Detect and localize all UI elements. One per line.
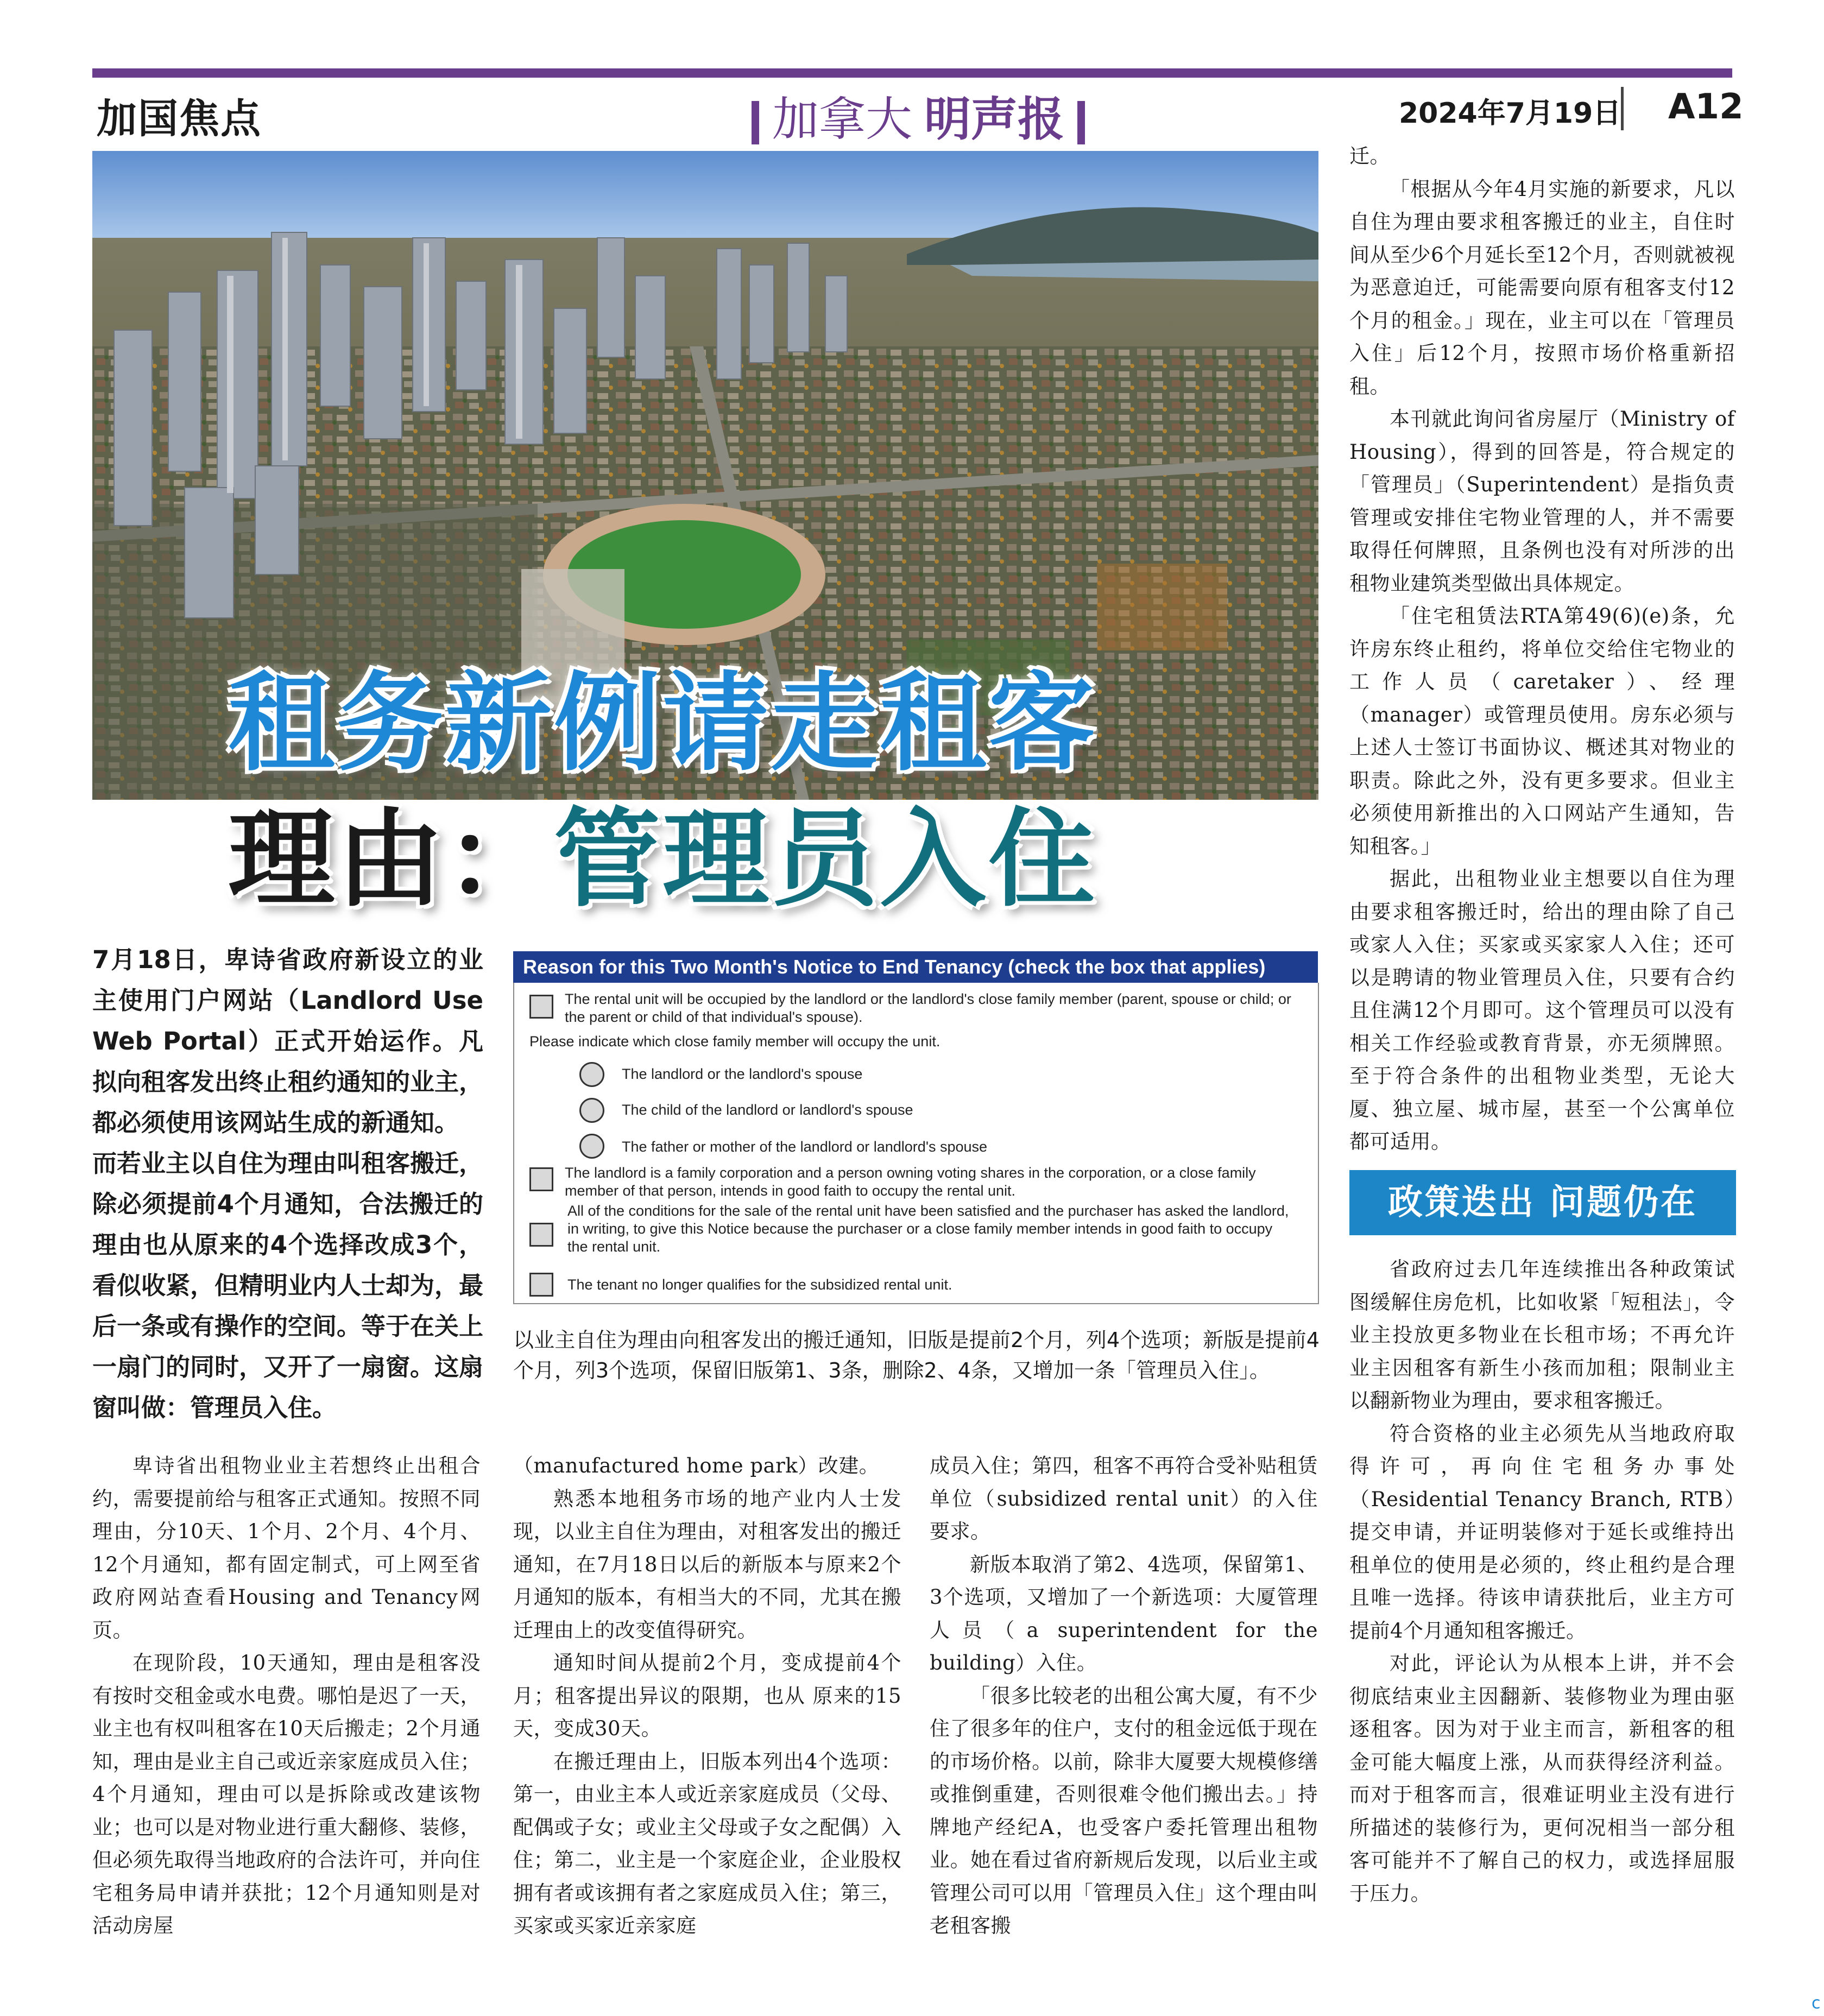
- subheading: 政策迭出 问题仍在: [1349, 1170, 1736, 1235]
- checkbox-subsidized-unit: [529, 1273, 553, 1297]
- masthead-bar-right: [1077, 101, 1085, 144]
- paragraph: 成员入住；第四，租客不再符合受补贴租赁单位（subsidized rental unit）的入住要求。: [930, 1454, 1318, 1543]
- paragraph: 「很多比较老的出租公寓大厦，有不少住了很多年的住户，支付的租金远低于现在的市场价格。以前，除非大厦要大规模修缮或推倒重建，否则很难令他们搬出去。」持牌地产经纪A，也受客户委托管理出租物业。她在看过省府新规后发现，以后业主或管理公司可以用「管理员入住」这个理由叫老租客搬: [930, 1684, 1318, 1937]
- page-number: A12: [1668, 87, 1744, 127]
- paragraph: 「住宅租赁法RTA第49(6)(e)条，允许房东终止租约，将单位交给住宅物业的工作人员（caretaker）、经理（manager）或管理员使用。房东必须与上述人士签订书面协议、概述其对物业的职责。除此之外，没有更多要求。但业主必须使用新推出的入口网站产生通知，告知租客。」: [1349, 604, 1735, 858]
- paragraph: 省政府过去几年连续推出各种政策试图缓解住房危机，比如收紧「短租法」，令业主投放更多物业在长租市场；不再允许业主因租客有新生小孩而加租；限制业主以翻新物业为理由，要求租客搬迁。: [1349, 1257, 1735, 1412]
- radio-child: [579, 1098, 604, 1123]
- headline-line-2-part-1: 理由：: [228, 798, 554, 921]
- paragraph: 据此，出租物业业主想要以自住为理由要求租客搬迁时，给出的理由除了自己或家人入住；买家或买家家人入住；还可以是聘请的物业管理员入住，只要有合约且住满12个月即可。这个管理员可以没有相关工作经验或教育背景，亦无须牌照。至于符合条件的出租物业类型，无论大厦、独立屋、城市屋，甚至一个公寓单位都可适用。: [1349, 867, 1735, 1153]
- headline-line-2: [228, 774, 1097, 927]
- article-column-5: [1349, 1253, 1735, 1910]
- section-title: 加国焦点: [97, 96, 262, 142]
- form-prompt: Please indicate which close family member will occupy the unit.: [529, 1033, 941, 1050]
- radio-label-3: The father or mother of the landlord or landlord's spouse: [622, 1139, 988, 1155]
- form-option-4: The tenant no longer qualifies for the subsidized rental unit.: [567, 1276, 952, 1293]
- checkbox-occupied-by-landlord: [529, 995, 553, 1019]
- checkbox-family-corporation: [529, 1167, 553, 1191]
- article-column-3: [930, 1450, 1318, 1943]
- masthead: [739, 81, 1098, 149]
- notice-form-image: [513, 951, 1318, 1304]
- lede: [92, 939, 483, 1428]
- article-column-1: [92, 1450, 481, 1943]
- paragraph: 「根据从今年4月实施的新要求，凡以自住为理由要求租客搬迁的业主，自住时间从至少6个月延长至12个月，否则就被视为恶意迫迁，可能需要向原有租客支付12个月的租金。」现在，业主可以在「管理员入住」后12个月，按照市场价格重新招租。: [1349, 177, 1735, 398]
- radio-parent: [579, 1134, 604, 1159]
- paragraph: 本刊就此询问省房屋厅（Ministry of Housing），得到的回答是，符合规定的「管理员」（Superintendent）是指负责管理或安排住宅物业管理的人，并不需要取得任何牌照，且条例也没有对所涉的出租物业建筑类型做出具体规定。: [1349, 407, 1735, 595]
- paragraph: 符合资格的业主必须先从当地政府取得许可，再向住宅租务办事处（Residential Tenancy Branch, RTB）提交申请，并证明装修对于延长或维持出租单位的使用是必须的，终止租约是合理且唯一选择。待该申请获批后，业主方可提前4个月通知租客搬迁。: [1349, 1421, 1735, 1642]
- radio-landlord-or-spouse: [579, 1062, 604, 1087]
- lede-paragraph: 7月18日，卑诗省政府新设立的业主使用门户网站（Landlord Use Web Portal）正式开始运作。凡拟向租客发出终止租约通知的业主，都必须使用该网站生成的新通知。: [92, 945, 484, 1137]
- paragraph: 在搬迁理由上，旧版本列出4个选项：第一，由业主本人或近亲家庭成员（父母、配偶或子女；或业主父母或子女之配偶）入住；第二，业主是一个家庭企业，企业股权拥有者或该拥有者之家庭成员入住；第三，买家或买家近亲家庭: [513, 1749, 901, 1937]
- header-rule: [92, 68, 1732, 78]
- paragraph: 在现阶段，10天通知，理由是租客没有按时交租金或水电费。哪怕是迟了一天，业主也有权叫租客在10天后搬走；2个月通知，理由是业主自己或近亲家庭成员入住；4个月通知，理由可以是拆除或改建该物业；也可以是对物业进行重大翻修、装修，但必须先取得当地政府的合法许可，并向住宅租务局申请并获批；12个月通知则是对活动房屋: [92, 1651, 481, 1937]
- form-caption: 以业主自住为理由向租客发出的搬迁通知，旧版是提前2个月，列4个选项；新版是提前4个月，列3个选项，保留旧版第1、3条，删除2、4条，又增加一条「管理员入住」。: [513, 1328, 1320, 1382]
- header-divider: [1621, 87, 1624, 130]
- radio-label-1: The landlord or the landlord's spouse: [622, 1066, 863, 1082]
- paragraph: 新版本取消了第2、4选项，保留第1、3个选项，又增加了一个新选项：大厦管理人员（a superintendent for the building）入住。: [930, 1552, 1318, 1674]
- paragraph: 迁。: [1349, 144, 1390, 168]
- form-title: Reason for this Two Month's Notice to End Tenancy (check the box that applies): [513, 951, 1318, 983]
- article-column-2: [513, 1450, 901, 1943]
- masthead-prefix: 加拿大: [772, 92, 912, 147]
- form-option-1: The rental unit will be occupied by the landlord or the landlord's close family member (parent, spouse or child; or the parent or child of that individual's spouse).: [565, 991, 1291, 1025]
- paragraph: （manufactured home park）改建。: [513, 1454, 880, 1477]
- form-option-2: The landlord is a family corporation and a person owning voting shares in the corporation, or a close family member of that person, intends in good faith to occupy the rental unit.: [565, 1165, 1256, 1199]
- paragraph: 熟悉本地租务市场的地产业内人士发现，以业主自住为理由，对租客发出的搬迁通知，在7月18日以后的新版本与原来2个月通知的版本，有相当大的不同，尤其在搬迁理由上的改变值得研究。: [513, 1487, 901, 1642]
- radio-label-2: The child of the landlord or landlord's spouse: [622, 1102, 913, 1118]
- headline-line-2-part-2: 管理员入住: [554, 798, 1097, 921]
- corner-mark: c: [1812, 1994, 1821, 2013]
- masthead-bar-left: [752, 101, 759, 144]
- article-column-4: [1349, 140, 1735, 1159]
- form-option-3: All of the conditions for the sale of the rental unit have been satisfied and the purchaser has asked the landlord, in writing, to give this Notice because the purchaser or a close family member intends in good faith to occupy the rental unit.: [567, 1203, 1289, 1255]
- paragraph: 卑诗省出租物业业主若想终止出租合约，需要提前给与租客正式通知。按照不同理由，分10天、1个月、2个月、4个月、12个月通知，都有固定制式，可上网至省政府网站查看Housing and Tenancy网页。: [92, 1454, 481, 1642]
- headline-line-1: 租务新例请走租客: [228, 662, 1097, 786]
- checkbox-purchaser: [529, 1223, 553, 1247]
- paragraph: 通知时间从提前2个月，变成提前4个月；租客提出异议的限期，也从 原来的15天，变成30天。: [513, 1651, 901, 1740]
- masthead-brand: 明声报: [924, 92, 1064, 147]
- issue-date: 2024年7月19日: [1399, 97, 1621, 130]
- paragraph: 对此，评论认为从根本上讲，并不会彻底结束业主因翻新、装修物业为理由驱逐租客。因为对于业主而言，新租客的租金可能大幅度上涨，从而获得经济利益。而对于租客而言，很难证明业主没有进行所描述的装修行为，更何况相当一部分租客可能并不了解自己的权力，或选择屈服于压力。: [1349, 1652, 1735, 1905]
- lede-paragraph: 而若业主以自住为理由叫租客搬迁，除必须提前4个月通知，合法搬迁的理由也从原来的4个选择改成3个，看似收紧，但精明业内人士却为，最后一条或有操作的空间。等于在关上一扇门的同时，又开了一扇窗。这扇窗叫做：管理员入住。: [92, 1149, 484, 1422]
